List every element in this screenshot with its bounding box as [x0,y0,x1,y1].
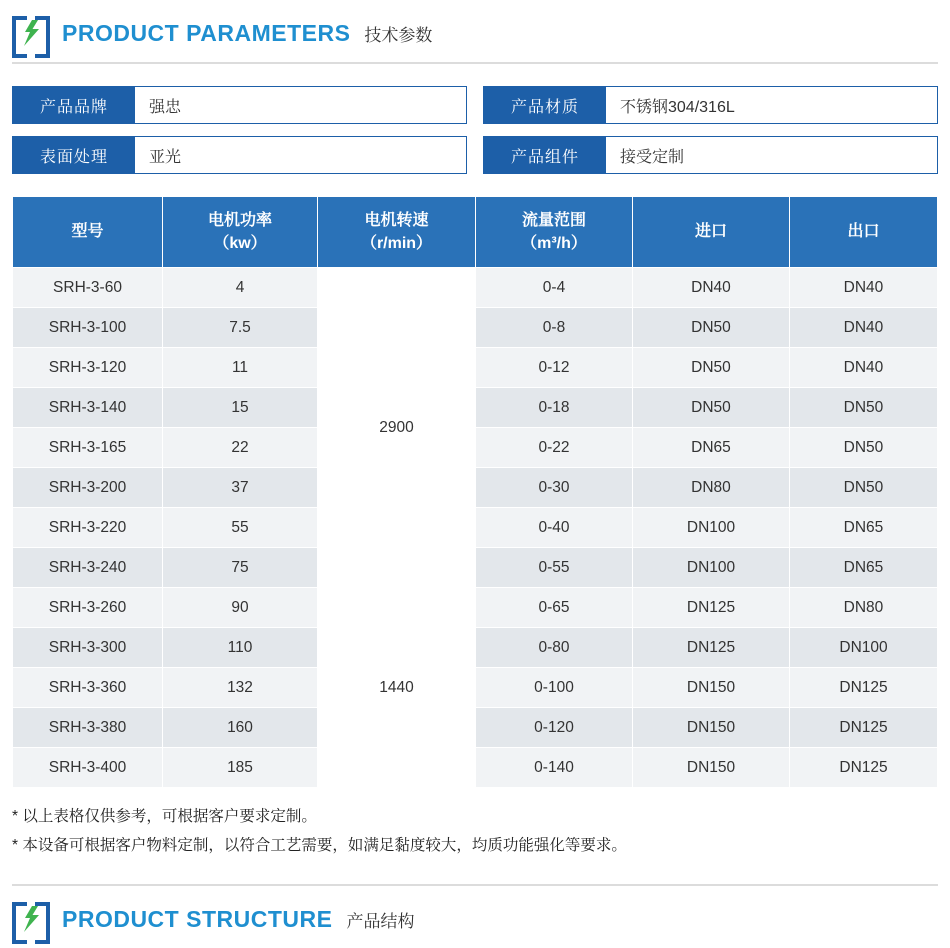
parameters-section-header [0,0,950,62]
table-row [13,508,938,548]
spec-label-components: 产品组件 [484,137,606,173]
logo-leaf-icon [23,20,40,46]
table-row [13,468,938,508]
spec-label-brand: 产品品牌 [13,87,135,123]
cell-inlet: DN65 [633,428,790,468]
cell-model: SRH-3-120 [13,348,163,388]
cell-speed: 2900 [318,268,476,588]
cell-outlet: DN125 [790,708,938,748]
col-header-flow: 流量范围 （m³/h） [476,197,633,268]
table-row [13,708,938,748]
parameters-table [12,196,938,788]
table-row [13,628,938,668]
cell-flow: 0-30 [476,468,633,508]
cell-model: SRH-3-200 [13,468,163,508]
cell-outlet: DN50 [790,428,938,468]
spec-value-material: 不锈钢304/316L [606,87,937,123]
cell-outlet: DN65 [790,548,938,588]
cell-inlet: DN50 [633,388,790,428]
cell-speed: 1440 [318,588,476,788]
cell-model: SRH-3-60 [13,268,163,308]
company-logo [12,14,50,52]
cell-model: SRH-3-165 [13,428,163,468]
cell-inlet: DN150 [633,708,790,748]
cell-power: 160 [163,708,318,748]
cell-outlet: DN100 [790,628,938,668]
cell-flow: 0-140 [476,748,633,788]
note-line-2: * 本设备可根据客户物料定制，以符合工艺需要，如满足黏度较大，均质功能强化等要求。 [12,837,627,855]
table-row [13,588,938,628]
structure-section-header [0,886,950,948]
cell-inlet: DN150 [633,668,790,708]
company-logo-footer [12,900,50,938]
cell-power: 132 [163,668,318,708]
spec-row-surface [12,136,467,174]
table-row [13,548,938,588]
table-row [13,428,938,468]
cell-power: 110 [163,628,318,668]
cell-model: SRH-3-300 [13,628,163,668]
col-header-inlet: 进口 [633,197,790,268]
cell-inlet: DN50 [633,348,790,388]
spec-value-brand: 强忠 [135,87,466,123]
cell-power: 90 [163,588,318,628]
cell-power: 75 [163,548,318,588]
cell-flow: 0-100 [476,668,633,708]
cell-flow: 0-65 [476,588,633,628]
cell-inlet: DN100 [633,508,790,548]
cell-power: 37 [163,468,318,508]
col-header-outlet: 出口 [790,197,938,268]
cell-model: SRH-3-220 [13,508,163,548]
spec-row-material [483,86,938,124]
col-header-speed: 电机转速 （r/min） [318,197,476,268]
cell-flow: 0-12 [476,348,633,388]
cell-model: SRH-3-400 [13,748,163,788]
table-row [13,388,938,428]
cell-outlet: DN50 [790,388,938,428]
cell-power: 55 [163,508,318,548]
cell-model: SRH-3-380 [13,708,163,748]
notes-block [0,788,950,861]
cell-inlet: DN125 [633,588,790,628]
cell-inlet: DN150 [633,748,790,788]
cell-outlet: DN65 [790,508,938,548]
table-row [13,748,938,788]
cell-flow: 0-18 [476,388,633,428]
cell-power: 22 [163,428,318,468]
table-row [13,348,938,388]
cell-model: SRH-3-140 [13,388,163,428]
cell-outlet: DN50 [790,468,938,508]
cell-flow: 0-55 [476,548,633,588]
cell-flow: 0-22 [476,428,633,468]
page-title-cn: 技术参数 [364,25,433,45]
cell-inlet: DN100 [633,548,790,588]
spec-label-material: 产品材质 [484,87,606,123]
table-row [13,668,938,708]
cell-flow: 0-8 [476,308,633,348]
footer-title-en: PRODUCT STRUCTURE [62,905,333,932]
cell-inlet: DN125 [633,628,790,668]
cell-outlet: DN80 [790,588,938,628]
cell-model: SRH-3-100 [13,308,163,348]
page-title-en: PRODUCT PARAMETERS [62,19,351,46]
cell-flow: 0-120 [476,708,633,748]
cell-power: 4 [163,268,318,308]
cell-flow: 0-40 [476,508,633,548]
cell-outlet: DN125 [790,748,938,788]
cell-inlet: DN50 [633,308,790,348]
cell-inlet: DN40 [633,268,790,308]
parameters-table-wrap [0,174,950,788]
spec-label-surface: 表面处理 [13,137,135,173]
structure-section [0,884,950,948]
table-header-row [13,197,938,268]
spec-value-surface: 亚光 [135,137,466,173]
note-line-1: * 以上表格仅供参考，可根据客户要求定制。 [12,808,317,825]
spec-value-components: 接受定制 [606,137,937,173]
cell-power: 15 [163,388,318,428]
cell-outlet: DN40 [790,348,938,388]
col-header-power: 电机功率 （kw） [163,197,318,268]
cell-flow: 0-4 [476,268,633,308]
cell-power: 7.5 [163,308,318,348]
cell-inlet: DN80 [633,468,790,508]
spec-row-brand [12,86,467,124]
spec-row-components [483,136,938,174]
footer-title-cn: 产品结构 [346,911,415,931]
cell-power: 185 [163,748,318,788]
table-body [13,268,938,788]
col-header-model: 型号 [13,197,163,268]
table-row [13,268,938,308]
table-head [13,197,938,268]
cell-model: SRH-3-360 [13,668,163,708]
cell-outlet: DN125 [790,668,938,708]
cell-model: SRH-3-240 [13,548,163,588]
cell-power: 11 [163,348,318,388]
table-row [13,308,938,348]
cell-model: SRH-3-260 [13,588,163,628]
cell-outlet: DN40 [790,308,938,348]
spec-grid [0,64,950,174]
cell-flow: 0-80 [476,628,633,668]
cell-outlet: DN40 [790,268,938,308]
logo-leaf-icon [23,906,40,932]
